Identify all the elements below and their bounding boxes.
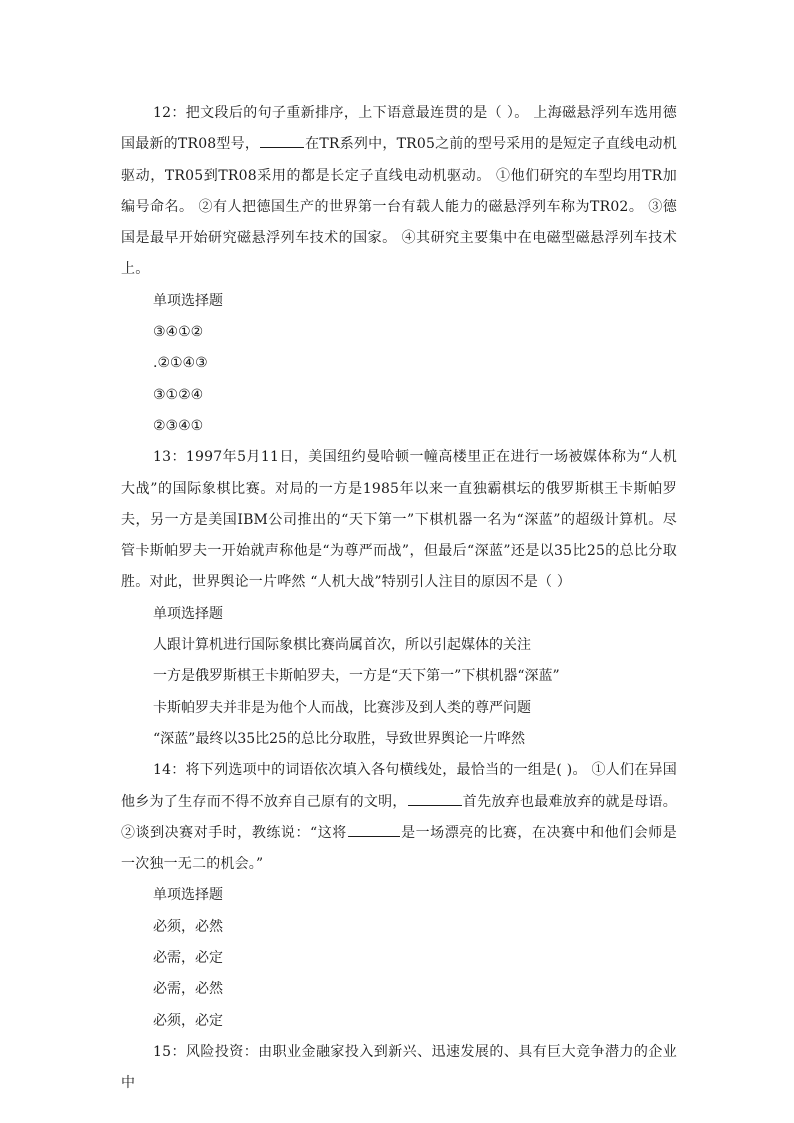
fill-blank — [408, 791, 462, 806]
question-13-type: 单项选择题 — [153, 605, 223, 622]
fill-blank — [348, 822, 400, 837]
question-14-stem-part-b: 首先放弃也最难放弃的就是母语。 ②谈到决赛对手时，教练说：“这将 — [121, 793, 678, 841]
question-12-option-3: ③①②④ — [153, 386, 204, 403]
question-12-option-4: ②③④① — [153, 417, 204, 434]
question-14-type: 单项选择题 — [153, 887, 223, 904]
question-12-type: 单项选择题 — [153, 292, 223, 309]
question-15-stem: 15：风险投资：由职业金融家投入到新兴、迅速发展的、具有巨大竞争潜力的企业中 — [121, 1043, 677, 1092]
question-12-stem-part-a: 12：把文段后的句子重新排序，上下语意最连贯的是（ ）。 上海磁悬浮列车选用德国最新的TR08型号， — [121, 105, 677, 153]
fill-blank — [260, 133, 304, 148]
question-14-option-2: 必需，必定 — [153, 950, 223, 967]
question-14-stem — [121, 755, 677, 880]
question-14-option-3: 必需，必然 — [153, 981, 223, 998]
question-13-option-1: 人跟计算机进行国际象棋比赛尚属首次，所以引起媒体的关注 — [153, 637, 531, 654]
question-14-option-4: 必须，必定 — [153, 1012, 223, 1029]
question-12-option-2: .②①④③ — [153, 355, 208, 372]
question-14-option-1: 必须，必然 — [153, 918, 223, 935]
question-13-stem: 13：1997年5月11日，美国纽约曼哈顿一幢高楼里正在进行一场被媒体称为“人机大战”的国际象棋比赛。对局的一方是1985年以来一直独霸棋坛的俄罗斯棋王卡斯帕罗夫，另一方是美国IBM公司推出的“天下第一”下棋机器一名为“深蓝”的超级计算机。尽管卡斯帕罗夫一开始就声称他是“为尊严而战”，但最后“深蓝”还是以35比25的总比分取胜。对此，世界舆论一片哗然 “人机大战”特别引人注目的原因不是（ ） — [121, 449, 677, 591]
question-13-option-3: 卡斯帕罗夫并非是为他个人而战，比赛涉及到人类的尊严问题 — [153, 699, 531, 716]
question-13-option-4: “深蓝”最终以35比25的总比分取胜，导致世界舆论一片哗然 — [153, 730, 525, 747]
question-14-stem-part-c: 是一场漂亮的比赛，在决赛中和他们会师是一次独一无二的机会。” — [121, 824, 677, 873]
document-content — [121, 98, 677, 1100]
question-12-stem — [121, 98, 677, 286]
question-13-option-2: 一方是俄罗斯棋王卡斯帕罗夫，一方是“天下第一”下棋机器“深蓝” — [153, 668, 560, 685]
question-12-option-1: ③④①② — [153, 324, 204, 341]
question-14-stem-part-a: 14：将下列选项中的词语依次填入各句横线处，最恰当的一组是( )。 ①人们在异国他乡为了生存而不得不放弃自己原有的文明， — [121, 762, 677, 810]
question-12-stem-part-b: 在TR系列中，TR05之前的型号采用的是短定子直线电动机驱动，TR05到TR08采用的都是长定子直线电动机驱动。 ①他们研究的车型均用TR加编号命名。 ②有人把德国生产的世界第一台有载人能力的磁悬浮列车称为TR02。 ③德国是最早开始研究磁悬浮列车技术的国家。 ④其研究主要集中在电磁型磁悬浮列车技术上。 — [121, 136, 677, 278]
